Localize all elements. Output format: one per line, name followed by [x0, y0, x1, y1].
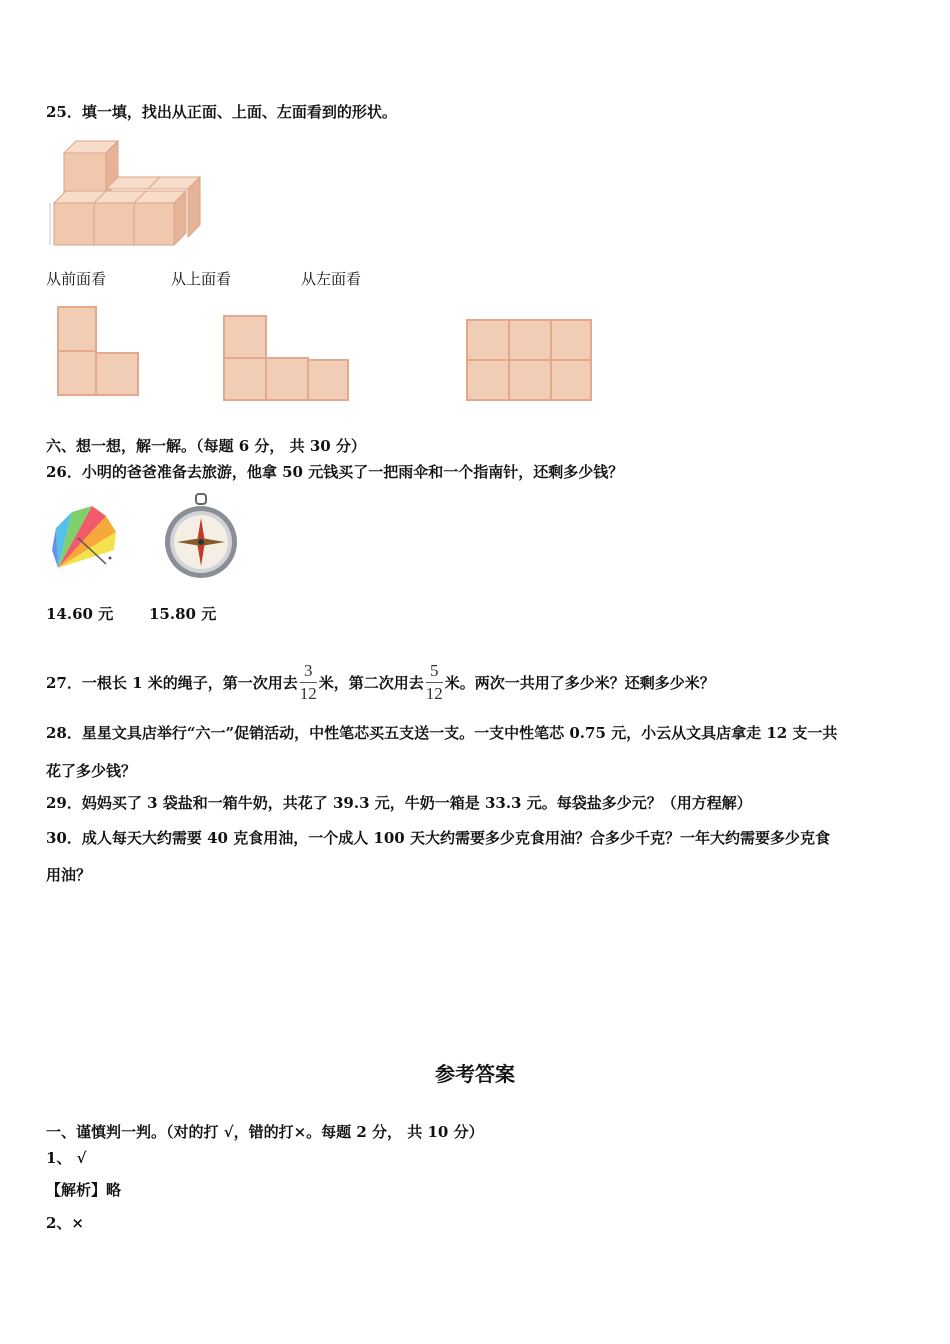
view-shape-2: [220, 312, 354, 404]
q28-line2: 花了多少钱？: [46, 762, 137, 780]
label-top-view: 从上面看: [171, 270, 232, 288]
fraction-5-12-numerator: 5: [426, 662, 443, 683]
answer-2: 2、×: [46, 1214, 85, 1232]
umbrella-icon: [48, 498, 120, 578]
label-front-view: 从前面看: [46, 270, 107, 288]
q28-line1: 28．星星文具店举行“六一”促销活动，中性笔芯买五支送一支。一支中性笔芯 0.75 元，小云从文具店拿走 12 支一共: [46, 724, 838, 742]
q29-text: 29．妈妈买了 3 袋盐和一箱牛奶，共花了 39.3 元，牛奶一箱是 33.3 元。每袋盐多少元？（用方程解）: [46, 794, 752, 812]
q27-part1: 27．一根长 1 米的绳子，第一次用去: [46, 674, 298, 692]
umbrella-price: 14.60 元: [46, 605, 114, 623]
fraction-3-12-denominator: 12: [299, 684, 317, 703]
answer-1-analysis: 【解析】略: [46, 1181, 122, 1199]
answers-section1: 一、谨慎判一判。（对的打 √，错的打×。每题 2 分， 共 10 分）: [46, 1123, 484, 1141]
q27-part2: 米，第二次用去: [318, 674, 424, 692]
fraction-5-12-denominator: 12: [425, 684, 443, 703]
q27-part3: 米。两次一共用了多少米？还剩多少米？: [444, 674, 715, 692]
section6-heading: 六、想一想，解一解。（每题 6 分， 共 30 分）: [46, 437, 366, 455]
label-left-view: 从左面看: [301, 270, 362, 288]
fraction-5-12: [426, 662, 443, 702]
q27-text: [46, 661, 715, 704]
fraction-3-12-numerator: 3: [300, 662, 317, 683]
cube-stack-figure: [48, 133, 208, 249]
compass-price: 15.80 元: [149, 605, 217, 623]
q25-text: 25．填一填，找出从正面、上面、左面看到的形状。: [46, 103, 397, 121]
answer-1: 1、 √: [46, 1149, 87, 1167]
view-shape-3: [463, 316, 597, 404]
q30-line2: 用油？: [46, 866, 92, 884]
q26-text: 26．小明的爸爸准备去旅游，他拿 50 元钱买了一把雨伞和一个指南针，还剩多少钱？: [46, 463, 624, 481]
answers-title: 参考答案: [435, 1062, 515, 1086]
q30-line1: 30．成人每天大约需要 40 克食用油，一个成人 100 天大约需要多少克食用油？合多少千克？一年大约需要多少克食: [46, 829, 830, 847]
compass-icon: [162, 492, 242, 582]
fraction-3-12: [300, 662, 317, 702]
view-shape-1: [54, 305, 144, 400]
